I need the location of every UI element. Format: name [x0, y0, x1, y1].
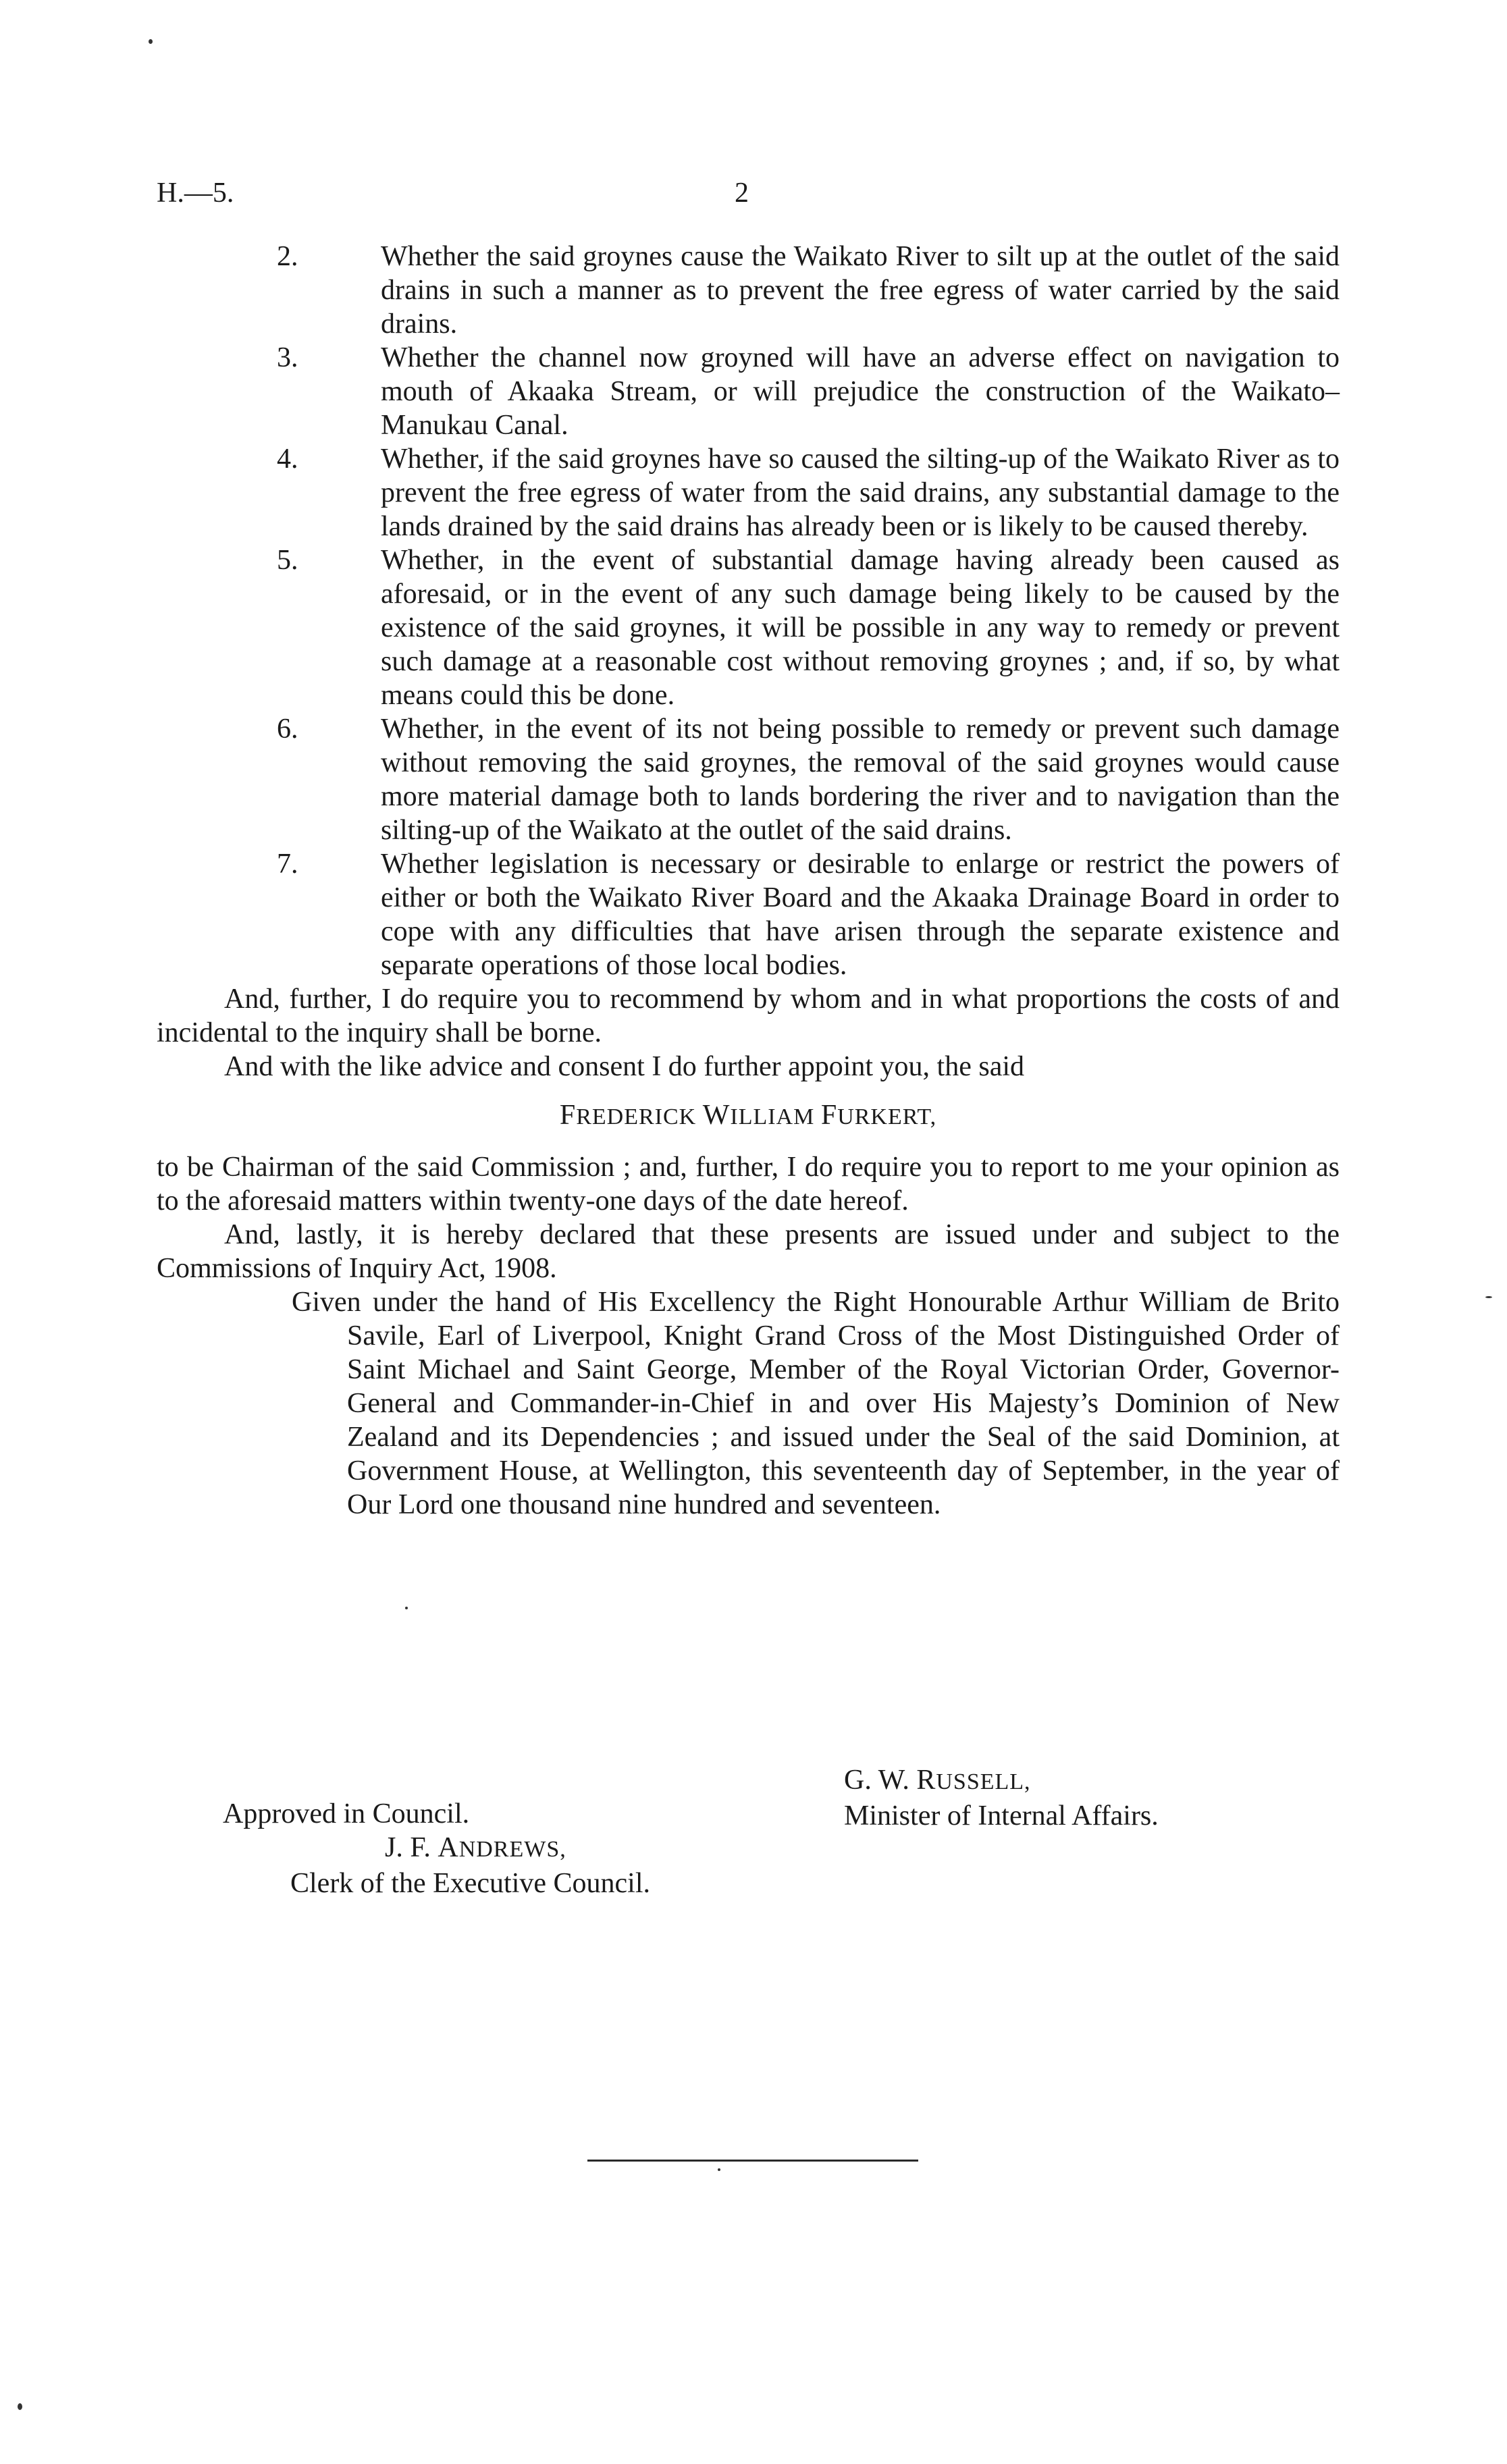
clerk-initials: J. F. [385, 1832, 431, 1863]
clause-text: Whether, in the event of substantial damage having already been caused as aforesaid, or in the event of any such damage being likely to be caused by the existence of the said groynes, it will be possible in any way to remedy or prevent such damage at a reasonable cost without removing groynes ; and, if so, by what means could this be done. [381, 545, 1340, 711]
clause-number: 4. [277, 444, 298, 475]
scan-speck [405, 1607, 408, 1609]
clause-item [157, 341, 1340, 442]
scan-speck [149, 39, 153, 44]
minister-signature [844, 1763, 1357, 1833]
minister-surname: RUSSELL, [916, 1765, 1031, 1796]
clause-text: Whether, if the said groynes have so caused the silting-up of the Waikato River as to prevent the free egress of water from the said drains, any substantial damage to the lands drained by the said drains has already been or is likely to be caused thereby. [381, 444, 1340, 542]
clerk-title: Clerk of the Executive Council. [290, 1868, 651, 1899]
minister-title: Minister of Internal Affairs. [844, 1800, 1159, 1831]
costs-paragraph: And, further, I do require you to recommend by whom and in what proportions the costs of and incidental to the inquiry shall be borne. [157, 984, 1340, 1048]
clause-number: 7. [277, 849, 298, 880]
clause-text: Whether, in the event of its not being possible to remedy or prevent such damage without removing the said groynes, the removal of the said groynes would cause more material damage both to lands bordering the river and to navigation than the silting-up of the Waikato at the outlet of the said drains. [381, 714, 1340, 846]
document-body [157, 240, 1340, 1522]
clause-number: 5. [277, 545, 298, 576]
clause-item [157, 543, 1340, 712]
clause-text: Whether the channel now groyned will have an adverse effect on navigation to mouth of Akaaka Stream, or will prejudice the construction of the Waikato–Manukau Canal. [381, 342, 1340, 441]
clause-number: 2. [277, 241, 298, 272]
clause-text: Whether legislation is necessary or desirable to enlarge or restrict the powers of either or both the Waikato River Board and the Akaaka Drainage Board in order to cope with any difficulties that have arisen through the separate existence and separate operations of those local bodies. [381, 849, 1340, 981]
document-reference: H.—5. [157, 178, 234, 209]
clerk-signature [223, 1797, 830, 1900]
scan-speck [1485, 1296, 1492, 1298]
chairman-name: FREDERICK WILLIAM FURKERT, [559, 1100, 937, 1131]
given-paragraph: Given under the hand of His Excellency the Right Honourable Arthur William de Brito Savile, Earl of Liverpool, Knight Grand Cross of the Most Distinguished Order of Saint Michael and Saint George, Member of the Royal Victorian Order, Governor-General and Commander-in-Chief in and over His Majesty’s Dominion of New Zealand and its Dependencies ; and issued under the Seal of the said Dominion, at Government House, at Wellington, this seventeenth day of September, in the year of Our Lord one thousand nine hundred and seventeen. [292, 1287, 1340, 1520]
minister-initials: G. W. [844, 1765, 909, 1796]
clause-number: 3. [277, 342, 298, 373]
clause-item [157, 442, 1340, 543]
clerk-surname: ANDREWS, [438, 1832, 566, 1863]
lastly-paragraph: And, lastly, it is hereby declared that these presents are issued under and subject to the Commissions of Inquiry Act, 1908. [157, 1219, 1340, 1284]
clause-item [157, 847, 1340, 982]
scan-speck [718, 2168, 720, 2171]
report-paragraph: to be Chairman of the said Commission ; and, further, I do require you to report to me your opinion as to the aforesaid matters within twenty-one days of the date hereof. [157, 1152, 1340, 1216]
clause-item [157, 712, 1340, 847]
appoint-paragraph: And with the like advice and consent I do further appoint you, the said [224, 1051, 1025, 1082]
page-number: 2 [735, 178, 749, 209]
end-rule [587, 2160, 918, 2162]
approved-in-council: Approved in Council. [223, 1798, 470, 1829]
scan-speck [18, 2403, 22, 2410]
clause-text: Whether the said groynes cause the Waikato River to silt up at the outlet of the said drains in such a manner as to prevent the free egress of water carried by the said drains. [381, 241, 1340, 340]
clause-number: 6. [277, 714, 298, 745]
page-header [157, 177, 1419, 217]
clause-list [157, 240, 1340, 982]
clause-item [157, 240, 1340, 341]
